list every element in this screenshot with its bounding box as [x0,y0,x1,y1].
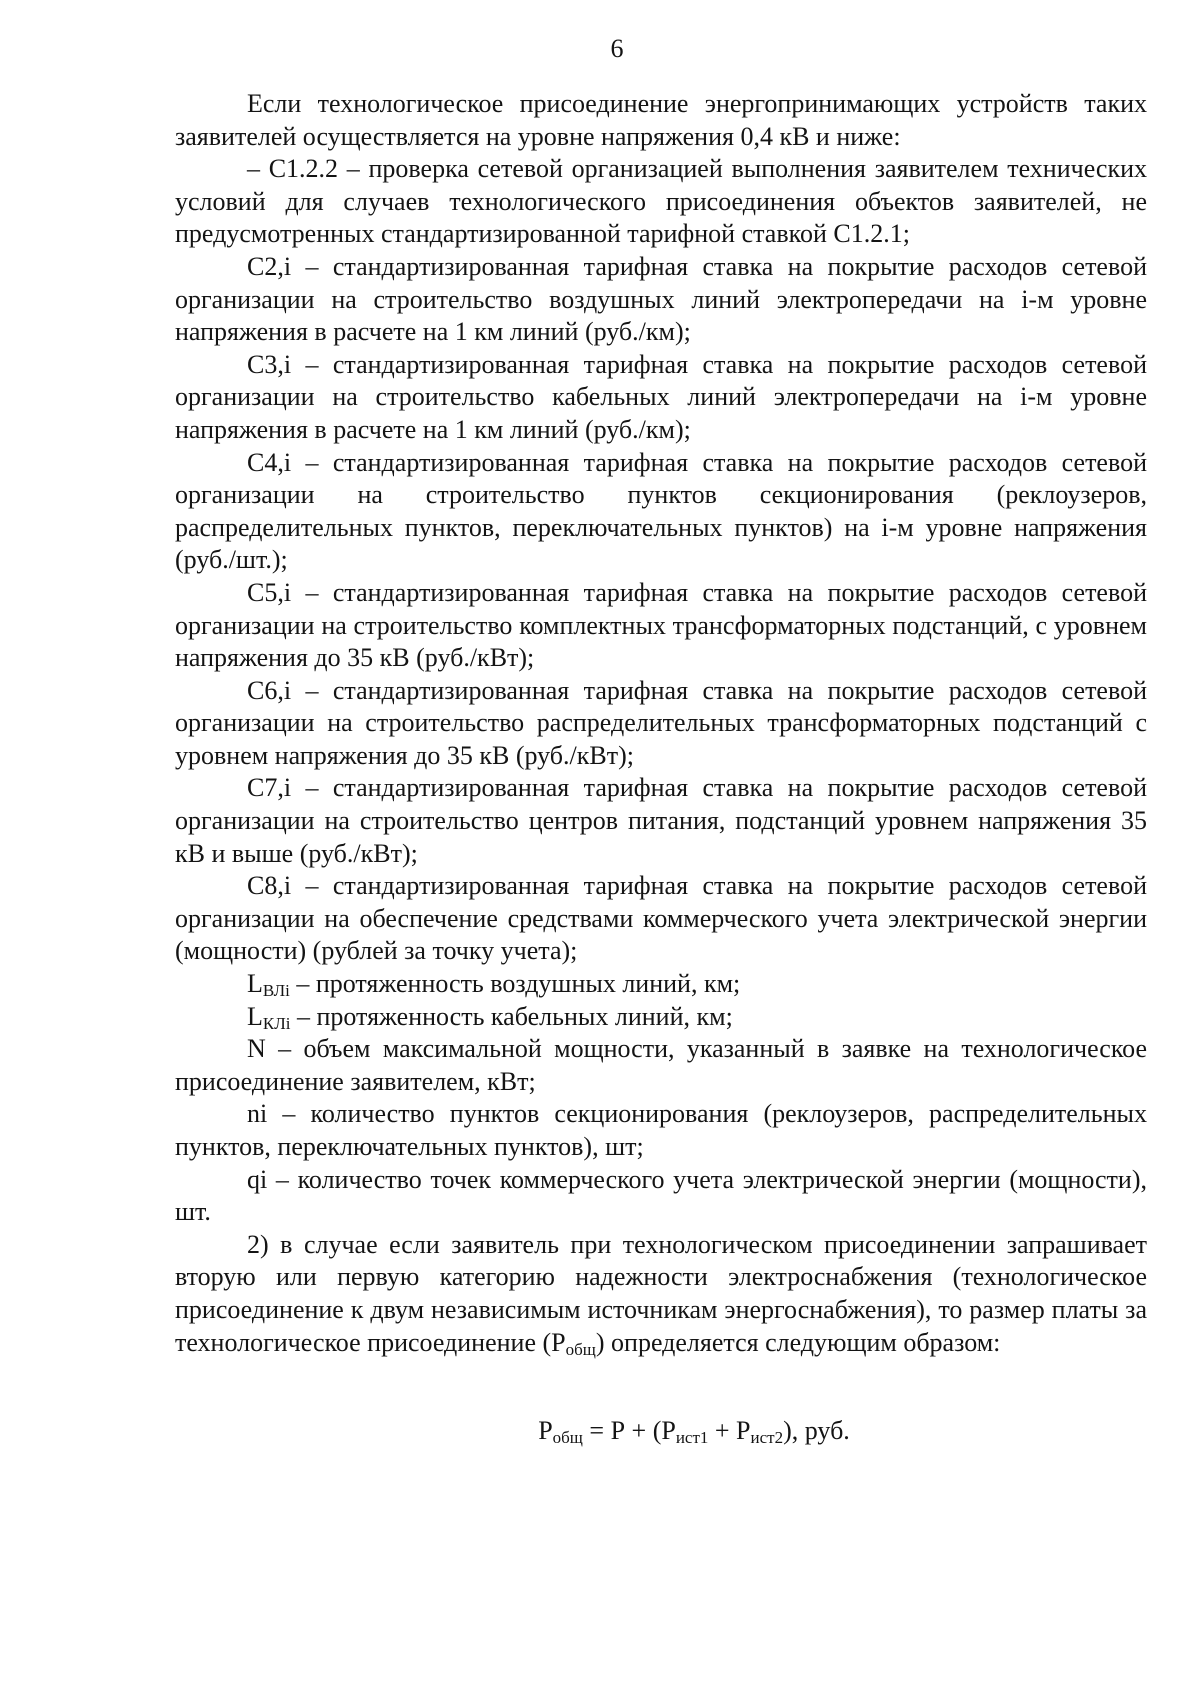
definition-lvl [175,968,1147,1001]
lkl-symbol: L [247,1001,263,1031]
formula-sub-ist1: ист1 [675,1428,709,1448]
lkl-subscript: КЛi [262,1013,291,1033]
paragraph-c2: С2,i – стандартизированная тарифная ставка на покрытие расходов сетевой организации на строительство воздушных линий электропередачи на i-м уровне напряжения в расчете на 1 км линий (руб./км); [175,251,1147,347]
formula-lhs-subscript: общ [552,1428,583,1448]
paragraph-c6: С6,i – стандартизированная тарифная ставка на покрытие расходов сетевой организации на строительство распределительных трансформаторных подстанций с уровнем напряжения до 35 кВ (руб./кВт); [175,675,1147,770]
paragraph-qi: qi – количество точек коммерческого учета электрической энергии (мощности), шт. [175,1164,1147,1227]
paragraph-c122: – С1.2.2 – проверка сетевой организацией выполнения заявителем технических условий для случаев технологического присоединения объектов заявителей, не предусмотренных стандартизированной тарифной ставкой С1.2.1; [175,154,1147,249]
paragraph-n: N – объем максимальной мощности, указанный в заявке на технологическое присоединение заявителем, кВт; [175,1034,1147,1096]
paragraph-c7: С7,i – стандартизированная тарифная ставка на покрытие расходов сетевой организации на строительство центров питания, подстанций уровнем напряжения 35 кВ и выше (руб./кВт); [175,773,1147,868]
formula-sub-ist2: ист2 [750,1428,784,1448]
formula-end: ), руб. [783,1416,850,1446]
case2-text: 2) в случае если заявитель при технологическом присоединении запрашивает вторую или первую категорию надежности электроснабжения (технологическое присоединение к двум независимым источникам энергоснабжения), то размер платы за технологическое присоединение ( [175,1229,1147,1357]
formula-plus: + Р [708,1416,751,1446]
formula-eq: = Р + (Р [582,1416,676,1446]
document-body [175,88,1147,1448]
page-number: 6 [610,34,624,63]
formula [175,1415,1147,1448]
case2-tail: ) определяется следующим образом: [595,1327,1001,1357]
paragraph-intro: Если технологическое присоединение энергопринимающих устройств таких заявителей осуществляется на уровне напряжения 0,4 кВ и ниже: [175,89,1147,151]
paragraph-c5: С5,i – стандартизированная тарифная ставка на покрытие расходов сетевой организации на строительство комплектных трансформаторных подстанций, с уровнем напряжения до 35 кВ (руб./кВт); [175,577,1147,673]
lvl-text: – протяженность воздушных линий, км; [289,969,741,999]
paragraph-c3: С3,i – стандартизированная тарифная ставка на покрытие расходов сетевой организации на строительство кабельных линий электропередачи на i-м уровне напряжения в расчете на 1 км линий (руб./км); [175,349,1147,444]
definition-lkl [175,1001,1147,1034]
paragraph-ni: ni – количество пунктов секционирования (реклоузеров, распределительных пунктов, переключательных пунктов), шт; [175,1099,1147,1161]
lvl-subscript: ВЛi [262,981,290,1001]
lvl-symbol: L [247,969,263,999]
paragraph-c4: С4,i – стандартизированная тарифная ставка на покрытие расходов сетевой организации на строительство пунктов секционирования (реклоузеров, распределительных пунктов, переключательных пунктов) на i-м уровне напряжения (руб./шт.); [175,447,1147,575]
case2-p-subscript: общ [565,1339,596,1359]
case2-p-symbol: Р [551,1327,566,1357]
paragraph-case-2 [175,1229,1147,1359]
lkl-text: – протяженность кабельных линий, км; [290,1001,733,1031]
formula-lhs: Р [538,1416,553,1446]
paragraph-c8: С8,i – стандартизированная тарифная ставка на покрытие расходов сетевой организации на обеспечение средствами коммерческого учета электрической энергии (мощности) (рублей за точку учета); [175,871,1147,966]
